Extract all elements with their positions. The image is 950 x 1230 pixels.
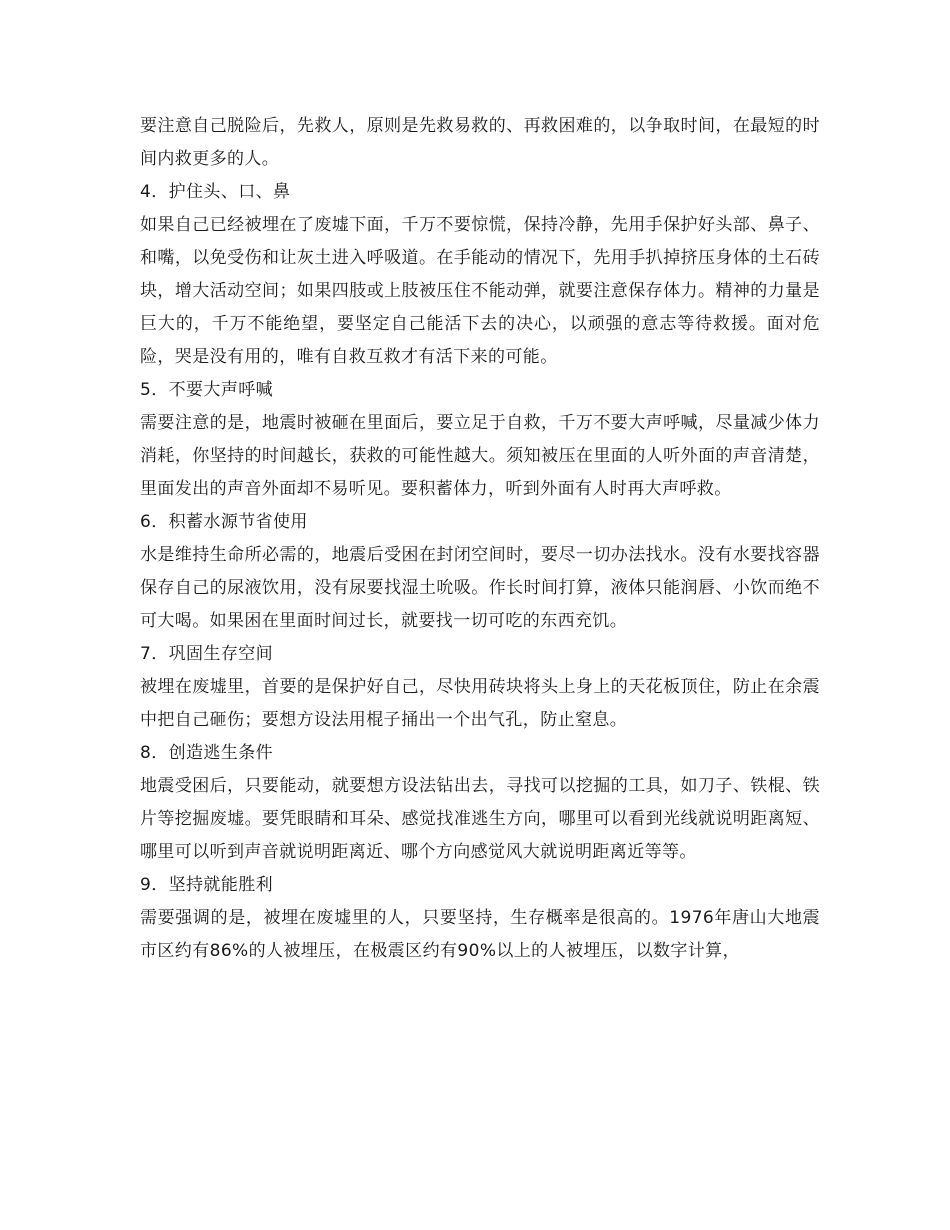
section-heading-8: 8．创造逃生条件 bbox=[140, 743, 274, 763]
paragraph-rescue-principle: 要注意自己脱险后，先救人，原则是先救易救的、再救困难的，以争取时间，在最短的时间内救更多的人。 bbox=[140, 116, 820, 169]
document-body bbox=[140, 110, 820, 968]
section-heading-4: 4．护住头、口、鼻 bbox=[140, 182, 291, 202]
paragraph-secure-space: 被埋在废墟里，首要的是保护好自己，尽快用砖块将头上身上的天花板顶住，防止在余震中把自己砸伤；要想方设法用棍子捅出一个出气孔，防止窒息。 bbox=[140, 677, 820, 730]
paragraph-protect-head: 如果自己已经被埋在了废墟下面，千万不要惊慌，保持冷静，先用手保护好头部、鼻子、和嘴，以免受伤和让灰土进入呼吸道。在手能动的情况下，先用手扒掉挤压身体的土石砖块，增大活动空间；如果四肢或上肢被压住不能动弹，就要注意保存体力。精神的力量是巨大的，千万不能绝望，要坚定自己能活下去的决心，以顽强的意志等待救援。面对危险，哭是没有用的，唯有自救互救才有活下来的可能。 bbox=[140, 215, 820, 367]
paragraph-escape-conditions: 地震受困后，只要能动，就要想方设法钻出去，寻找可以挖掘的工具，如刀子、铁棍、铁片等挖掘废墟。要凭眼睛和耳朵、感觉找准逃生方向，哪里可以看到光线就说明距离短、哪里可以听到声音就说明距离近、哪个方向感觉风大就说明距离近等等。 bbox=[140, 776, 820, 862]
section-heading-7: 7．巩固生存空间 bbox=[140, 644, 274, 664]
paragraph-save-water: 水是维持生命所必需的，地震后受困在封闭空间时，要尽一切办法找水。没有水要找容器保存自己的尿液饮用，没有尿要找湿土吮吸。作长时间打算，液体只能润唇、小饮而绝不可大喝。如果困在里面时间过长，就要找一切可吃的东西充饥。 bbox=[140, 545, 820, 631]
section-heading-6: 6．积蓄水源节省使用 bbox=[140, 512, 308, 532]
paragraph-persistence: 需要强调的是，被埋在废墟里的人，只要坚持，生存概率是很高的。1976年唐山大地震市区约有86%的人被埋压，在极震区约有90%以上的人被埋压，以数字计算， bbox=[140, 908, 820, 961]
paragraph-no-shouting: 需要注意的是，地震时被砸在里面后，要立足于自救，千万不要大声呼喊，尽量减少体力消耗，你坚持的时间越长，获救的可能性越大。须知被压在里面的人听外面的声音清楚，里面发出的声音外面却不易听见。要积蓄体力，听到外面有人时再大声呼救。 bbox=[140, 413, 820, 499]
section-heading-9: 9．坚持就能胜利 bbox=[140, 875, 274, 895]
section-heading-5: 5．不要大声呼喊 bbox=[140, 380, 274, 400]
